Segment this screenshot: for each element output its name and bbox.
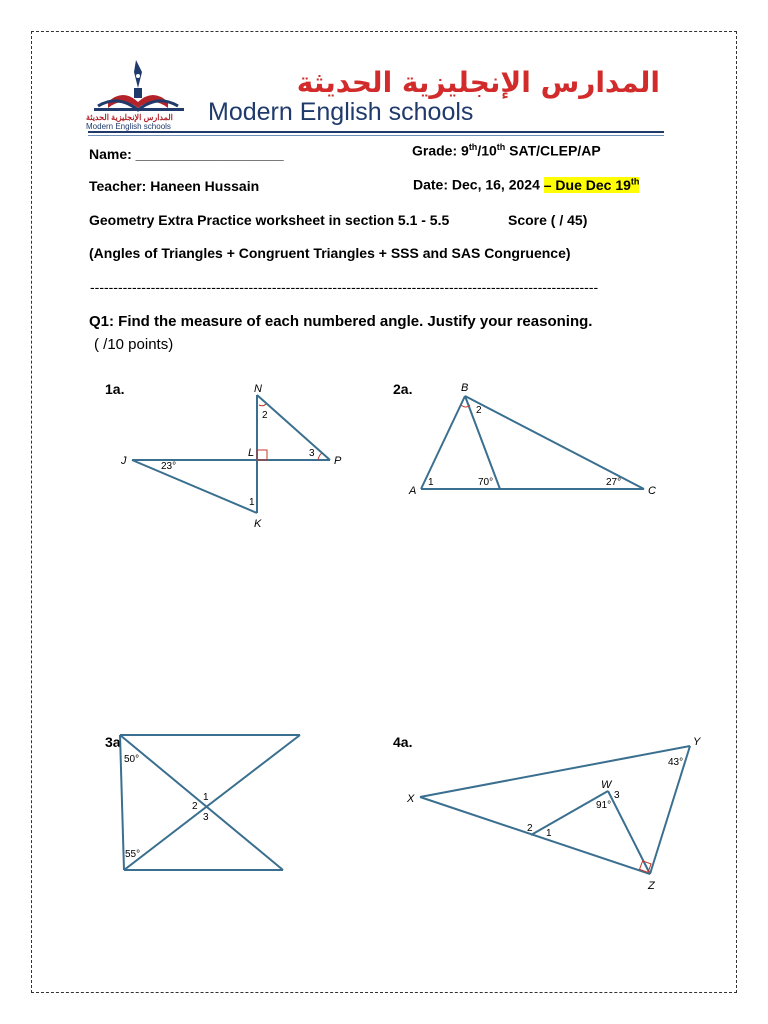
brand-arabic: المدارس الإنجليزية الحديثة [296, 66, 660, 99]
label-J: J [121, 455, 127, 467]
label-Z: Z [648, 880, 655, 892]
angle-1: 1 [203, 792, 209, 803]
label-W: W [601, 779, 612, 791]
logo-english-text: Modern English schools [86, 122, 171, 131]
header-rule [88, 131, 664, 133]
angle-2: 2 [527, 823, 533, 834]
topics-line: (Angles of Triangles + Congruent Triangles + SSS and SAS Congruence) [89, 245, 571, 261]
logo-arabic-text: المدارس الإنجليزية الحديثة [86, 113, 173, 122]
figure-1a [110, 375, 350, 535]
angle-23: 23° [161, 461, 177, 472]
question-1-points: ( /10 points) [94, 336, 174, 353]
angle-3: 3 [614, 790, 620, 801]
problem-4a-label: 4a. [393, 734, 413, 750]
teacher-name: Teacher: Haneen Hussain [89, 178, 260, 194]
figure-2a [400, 375, 670, 505]
score-field: Score ( / 45) [508, 212, 588, 228]
angle-2: 2 [262, 410, 268, 421]
due-date-highlight: – Due Dec 19th [543, 176, 640, 193]
label-A: A [409, 485, 417, 497]
question-1-text: Q1: Find the measure of each numbered angle. Justify your reasoning. [89, 313, 593, 330]
label-Y: Y [693, 736, 701, 748]
angle-2: 2 [476, 405, 482, 416]
brand-english: Modern English schools [208, 98, 474, 126]
angle-70: 70° [478, 477, 494, 488]
label-N: N [254, 383, 262, 395]
header-rule-thin [88, 135, 664, 136]
grade-line: Grade: 9th/10th SAT/CLEP/AP [412, 142, 601, 159]
name-field: Name: ___________________ [89, 146, 284, 162]
angle-27: 27° [606, 477, 622, 488]
problem-2a-label: 2a. [393, 381, 413, 397]
label-K: K [254, 518, 262, 530]
problem-3a-label: 3a [105, 734, 121, 750]
label-B: B [461, 382, 469, 394]
date-line: Date: Dec, 16, 2024 – Due Dec 19th [413, 176, 640, 193]
angle-2: 2 [192, 801, 198, 812]
angle-3: 3 [203, 812, 209, 823]
angle-55: 55° [125, 849, 141, 860]
angle-91: 91° [596, 800, 612, 811]
angle-43: 43° [668, 757, 684, 768]
label-X: X [407, 793, 415, 805]
label-L: L [248, 447, 255, 459]
angle-1: 1 [546, 828, 552, 839]
worksheet-title: Geometry Extra Practice worksheet in section 5.1 - 5.5 [89, 212, 450, 228]
separator-line: ------------------------------------------------------------------------------------------------------------- [90, 279, 599, 295]
angle-3: 3 [309, 448, 315, 459]
angle-50: 50° [124, 754, 140, 765]
angle-1: 1 [428, 477, 434, 488]
problem-1a-label: 1a. [105, 381, 125, 397]
figure-3a [110, 728, 310, 878]
label-P: P [334, 455, 342, 467]
label-C: C [648, 485, 656, 497]
figure-4a [400, 728, 710, 898]
angle-1: 1 [249, 497, 255, 508]
